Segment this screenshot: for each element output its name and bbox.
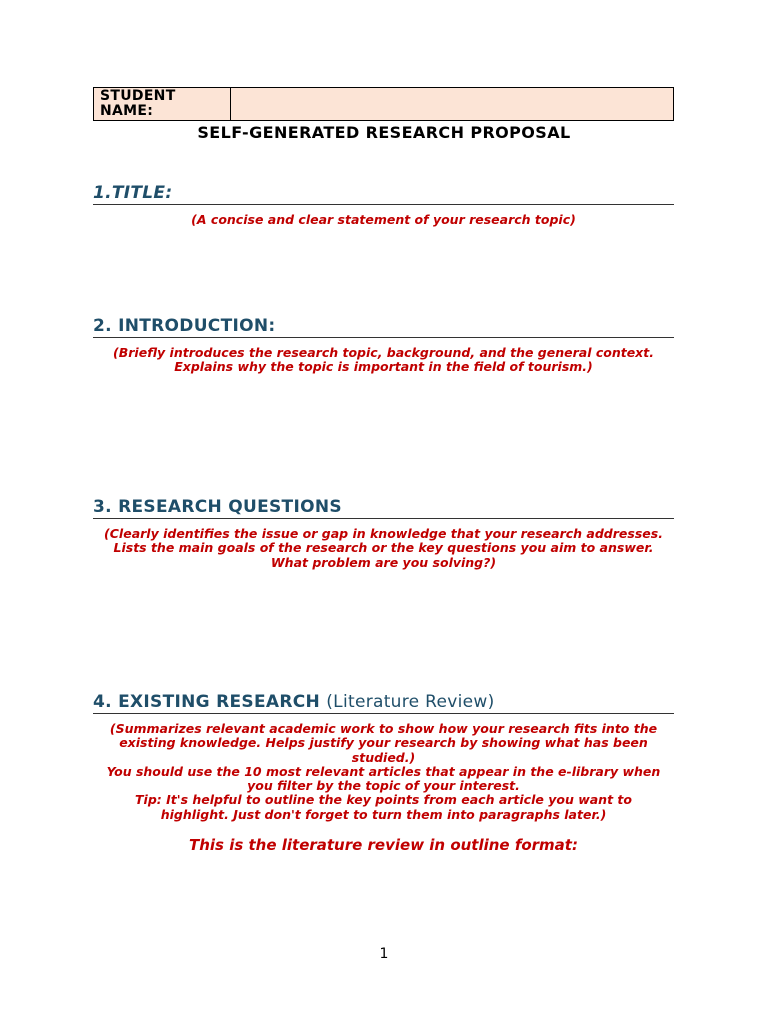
note-line: You should use the 10 most relevant articles that appear in the e-library when xyxy=(106,763,661,779)
section-research-questions-note xyxy=(93,527,674,570)
note-line: (Summarizes relevant academic work to show how your research fits into the xyxy=(109,721,658,736)
section-introduction-heading-text: 2. INTRODUCTION: xyxy=(93,316,276,336)
note-line: highlight. Just don't forget to turn them into paragraphs later.) xyxy=(160,806,607,822)
page-number: 1 xyxy=(379,946,389,962)
section-research-questions-heading-text: 3. RESEARCH QUESTIONS xyxy=(93,497,342,517)
note-line: you filter by the topic of your interest. xyxy=(247,778,520,794)
section-existing-research-heading-main: 4. EXISTING RESEARCH xyxy=(93,692,321,712)
section-title-heading xyxy=(93,183,674,205)
note-line: existing knowledge. Helps justify your research by showing what has been xyxy=(119,735,648,751)
section-introduction-note xyxy=(93,346,674,375)
section-research-questions-heading xyxy=(93,497,674,519)
section-introduction-heading xyxy=(93,316,674,338)
section-title-note xyxy=(93,213,674,227)
document-title: SELF-GENERATED RESEARCH PROPOSAL xyxy=(197,123,571,142)
student-name-label: STUDENT NAME: xyxy=(94,88,231,120)
section-title-note-line: (A concise and clear statement of your research topic) xyxy=(191,212,576,227)
note-line: Tip: It's helpful to outline the key points from each article you want to xyxy=(135,792,632,808)
note-line: studied.) xyxy=(351,749,416,765)
section-existing-research-note xyxy=(93,722,674,822)
section-existing-research-heading-sub: (Literature Review) xyxy=(326,692,495,712)
note-line: Explains why the topic is important in the field of tourism.) xyxy=(174,359,593,375)
section-existing-research-heading xyxy=(93,692,674,714)
literature-review-outline-note: This is the literature review in outline format: xyxy=(189,836,578,854)
note-line: (Briefly introduces the research topic, background, and the general context. xyxy=(113,345,654,360)
note-line: Lists the main goals of the research or the key questions you aim to answer. xyxy=(113,540,654,556)
section-title-heading-text: 1.TITLE: xyxy=(93,183,173,203)
student-name-table xyxy=(93,87,674,121)
note-line: (Clearly identifies the issue or gap in knowledge that your research addresses. xyxy=(104,526,663,541)
student-name-field[interactable] xyxy=(231,88,673,120)
note-line: What problem are you solving?) xyxy=(270,554,497,570)
